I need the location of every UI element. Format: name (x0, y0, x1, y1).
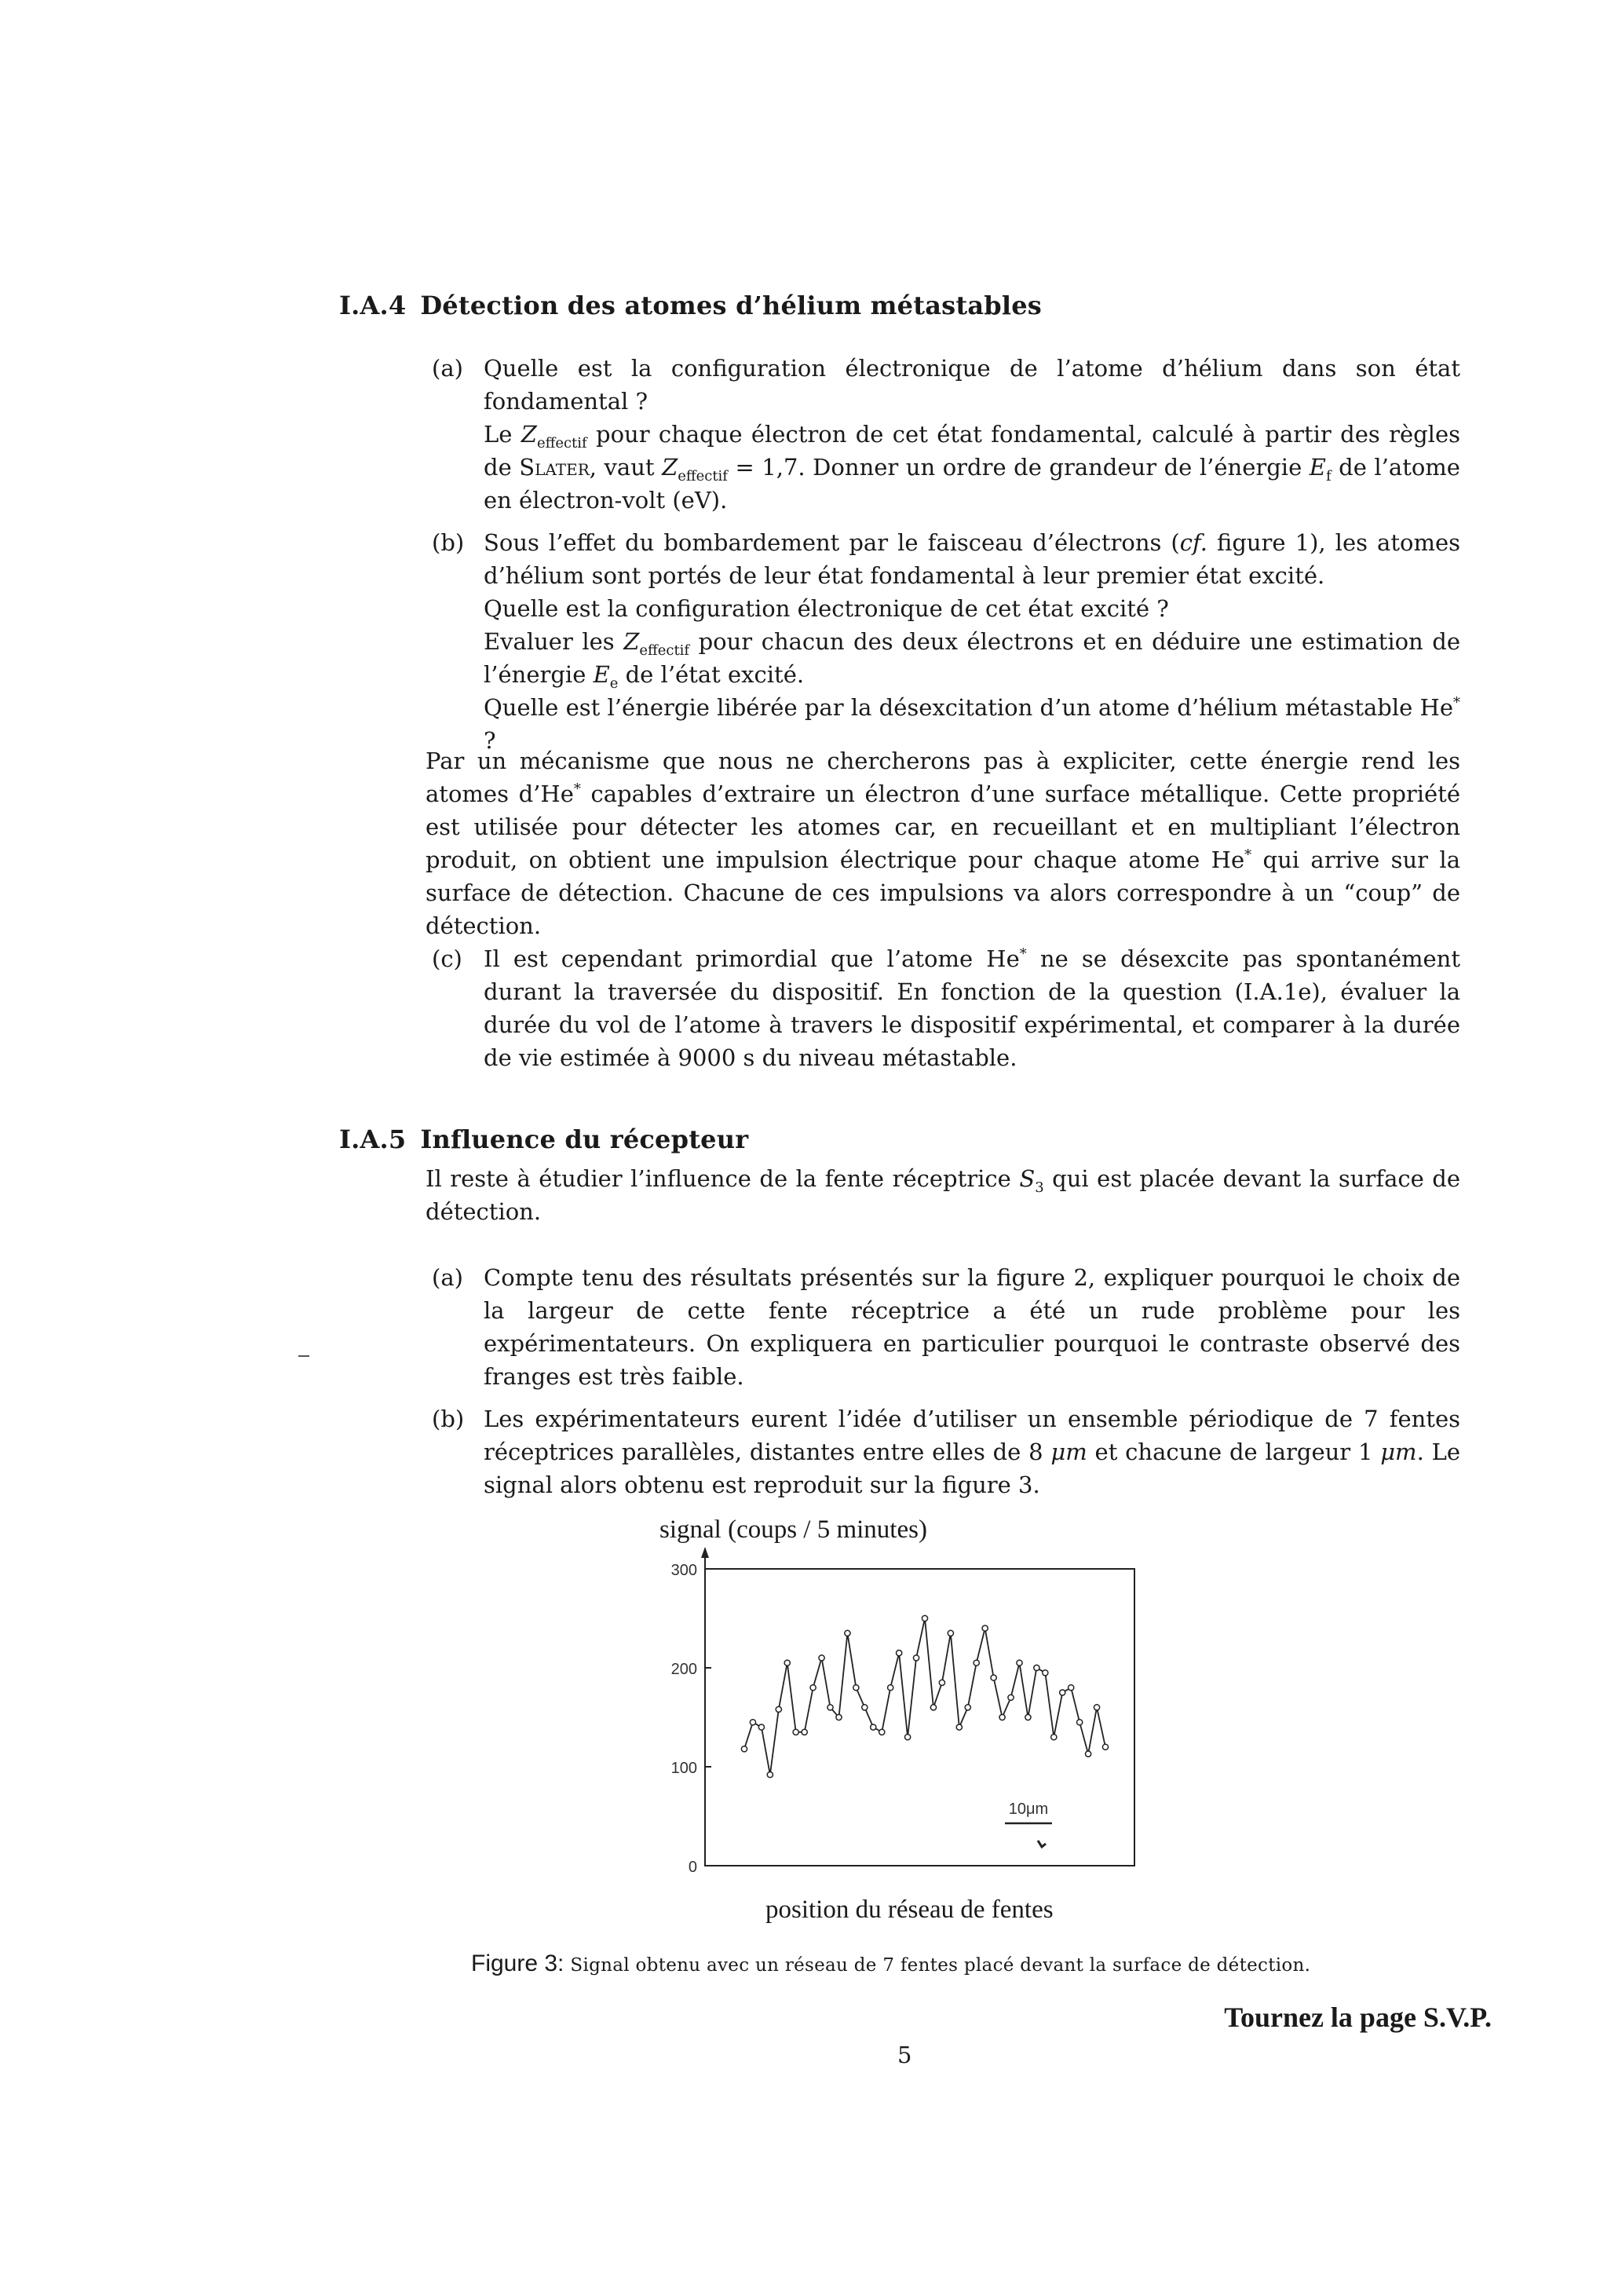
data-point (862, 1705, 868, 1710)
signal-line (744, 1618, 1105, 1775)
data-point (741, 1746, 747, 1752)
paragraph-detection (426, 744, 1460, 942)
slater-name: Slater (519, 454, 590, 481)
text-run: Il reste à étudier l’influence de la fente réceptrice (426, 1165, 1020, 1192)
data-point (904, 1735, 910, 1740)
text-run: pour chacun des deux électrons et en déduire une estimation de l’énergie (484, 628, 1460, 688)
data-point (836, 1714, 842, 1720)
data-point (1077, 1720, 1083, 1725)
data-point (991, 1675, 996, 1680)
data-point (930, 1705, 936, 1710)
data-point (1051, 1735, 1057, 1740)
text-run: Le (484, 421, 521, 448)
text-run: ? (484, 727, 496, 754)
y-tick-label: 300 (670, 1562, 697, 1579)
question-text (484, 1402, 1460, 1501)
section-title-ia4 (339, 291, 1042, 320)
data-point (1069, 1685, 1074, 1691)
figure-caption-text: Signal obtenu avec un réseau de 7 fentes placé devant la surface de détection. (570, 1955, 1311, 1976)
section-title-text: Influence du récepteur (420, 1124, 749, 1154)
text-run: qui arrive sur la surface de détection. Chacune de ces impulsions va alors correspondre à un “coup” de détection. (426, 846, 1460, 939)
section-title-text: Détection des atomes d’hélium métastables (420, 291, 1042, 320)
data-point (845, 1630, 850, 1636)
margin-mark (298, 1355, 309, 1357)
figure-3-chart (612, 1515, 1209, 1940)
math-sub: effectif (639, 642, 690, 659)
data-point (1017, 1660, 1022, 1665)
questions-ia5 (432, 1261, 1460, 1511)
y-tick-label: 200 (670, 1661, 697, 1678)
text-run: Les expérimentateurs eurent l’idée d’utiliser un ensemble périodique de 7 fentes réceptrices parallèles, distantes entre elles de 8 (484, 1406, 1460, 1465)
math-z: Z (623, 628, 640, 655)
text-run: , vaut (589, 454, 663, 481)
data-point (1043, 1670, 1048, 1676)
text-run: Par un mécanisme que nous ne chercherons pas à expliciter, cette énergie rend les atomes d’He (426, 748, 1460, 807)
data-point (974, 1660, 979, 1665)
math-sub: effectif (536, 434, 587, 452)
data-point (784, 1660, 790, 1665)
data-point (853, 1685, 859, 1691)
questions-ia4-ab (432, 352, 1460, 766)
question-text: Compte tenu des résultats présentés sur la figure 2, expliquer pourquoi le choix de la largeur de cette fente réceptrice a été un rude problème pour les expérimentateurs. On expliquera en particulier pourquoi le contraste observé des franges est très faible. (484, 1264, 1460, 1390)
math-z: Z (521, 421, 537, 448)
data-point (913, 1655, 919, 1661)
section-number: I.A.4 (339, 291, 407, 320)
data-point (819, 1655, 824, 1661)
chart-axes (701, 1547, 1134, 1866)
math-e: E (1309, 454, 1326, 481)
data-point (750, 1720, 755, 1725)
question-c (432, 942, 1460, 1074)
plot-frame (705, 1569, 1134, 1866)
paragraph-intro-ia5 (426, 1162, 1460, 1228)
questions-ia4-c (432, 942, 1460, 1084)
question-label: (a) (432, 1264, 463, 1291)
question-text (484, 526, 1460, 592)
y-tick-label: 100 (670, 1760, 697, 1777)
text-run: et chacune de largeur 1 (1087, 1439, 1381, 1465)
text-run: de l’état excité. (618, 661, 805, 688)
math-z: Z (662, 454, 678, 481)
chart-title: signal (coups / 5 minutes) (659, 1515, 927, 1544)
data-point (948, 1630, 953, 1636)
data-point (793, 1729, 798, 1735)
data-point (897, 1651, 902, 1656)
text-run: . Le signal alors obtenu est reproduit sur la figure 3. (484, 1439, 1460, 1498)
x-axis-label: position du réseau de fentes (765, 1896, 1054, 1924)
data-point (810, 1685, 816, 1691)
text-run: Evaluer les (484, 628, 624, 655)
figure-label: Figure 3: (471, 1951, 564, 1976)
section-number: I.A.5 (339, 1124, 407, 1154)
question-text (484, 418, 1460, 517)
star-sup: * (1019, 945, 1027, 963)
question-a (432, 352, 1460, 517)
question-label: (b) (432, 1406, 465, 1432)
data-point (965, 1705, 970, 1710)
data-point (888, 1685, 893, 1691)
data-point (827, 1705, 833, 1710)
data-point (999, 1714, 1005, 1720)
question-b (432, 1402, 1460, 1501)
scale-bar-label: 10μm (1008, 1801, 1049, 1818)
chart-svg (612, 1515, 1209, 1940)
data-point (1034, 1665, 1039, 1670)
figure-caption (471, 1951, 1382, 1977)
data-point (1094, 1705, 1099, 1710)
data-point (776, 1706, 781, 1712)
text-run: pour chaque électron de cet état fondamental, calculé à partir des règles de (484, 421, 1461, 481)
data-point (939, 1680, 944, 1685)
data-point (871, 1724, 876, 1730)
chart-series (741, 1615, 1108, 1777)
data-point (982, 1625, 988, 1631)
y-tick-label: 0 (688, 1859, 697, 1876)
section-title-ia5 (339, 1124, 748, 1154)
data-point (1102, 1744, 1108, 1749)
math-sub: 3 (1035, 1179, 1044, 1196)
scale-bar-mark (1038, 1841, 1046, 1847)
data-point (767, 1771, 773, 1777)
question-text: Quelle est la configuration électronique de cet état excité ? (484, 595, 1169, 622)
math-sub: e (609, 675, 619, 692)
math-sub: effectif (678, 467, 728, 484)
star-sup: * (1244, 846, 1252, 864)
question-line: Quelle est la configuration électronique de l’atome d’hélium dans son état fondamental ? (484, 355, 1460, 415)
unit-um: μm (1380, 1439, 1417, 1465)
star-sup: * (573, 781, 581, 798)
question-text (484, 942, 1460, 1074)
text-run: ne se désexcite pas spontanément durant la traversée du dispositif. En fonction de la question (I.A.1e), évaluer la durée du vol de l’atome à travers le dispositif expérimental, et comparer à la durée de vie estimée à 9000 s du niveau métastable. (484, 945, 1460, 1071)
text-run: Sous l’effet du bombardement par le faisceau d’électrons ( (484, 529, 1180, 556)
math-sub: f (1325, 467, 1332, 484)
question-label: (c) (432, 945, 462, 972)
text-run: = 1,7. Donner un ordre de grandeur de l’énergie (727, 454, 1310, 481)
page-number: 5 (897, 2042, 912, 2068)
question-label: (b) (432, 529, 465, 556)
question-text (484, 625, 1460, 691)
text-run: Il est cependant primordial que l’atome He (484, 945, 1020, 972)
text-run: de l’atome en électron-volt (eV). (484, 454, 1460, 514)
data-point (1008, 1695, 1014, 1700)
unit-um: μm (1050, 1439, 1087, 1465)
scale-bar (1005, 1801, 1052, 1847)
text-run: figure 1), les atomes d’hélium sont portés de leur état fondamental à leur premier état excité. (484, 529, 1460, 589)
data-point (879, 1729, 885, 1735)
data-point (922, 1615, 927, 1621)
turn-page-note: Tournez la page S.V.P. (1224, 2002, 1492, 2033)
math-s: S (1019, 1165, 1036, 1192)
question-a (432, 1261, 1460, 1393)
data-point (1060, 1690, 1065, 1695)
math-e: E (593, 661, 610, 688)
data-point (1025, 1714, 1031, 1720)
cf-italic: cf. (1179, 529, 1207, 556)
data-point (758, 1724, 764, 1730)
data-point (802, 1729, 807, 1735)
text-run: Quelle est l’énergie libérée par la désexcitation d’un atome d’hélium métastable He (484, 694, 1454, 721)
text-run: qui est placée devant la surface de détection. (426, 1165, 1461, 1225)
star-sup: * (1453, 694, 1460, 711)
question-b (432, 526, 1460, 757)
data-point (956, 1724, 962, 1730)
y-axis-arrow (701, 1547, 709, 1558)
question-text (484, 352, 1460, 418)
data-point (1085, 1751, 1090, 1757)
question-label: (a) (432, 355, 463, 382)
text-run: capables d’extraire un électron d’une surface métallique. Cette propriété est utilisée pour détecter les atomes car, en recueillant et en multipliant l’électron produit, on obtient une impulsion électrique pour chaque atome He (426, 781, 1460, 873)
